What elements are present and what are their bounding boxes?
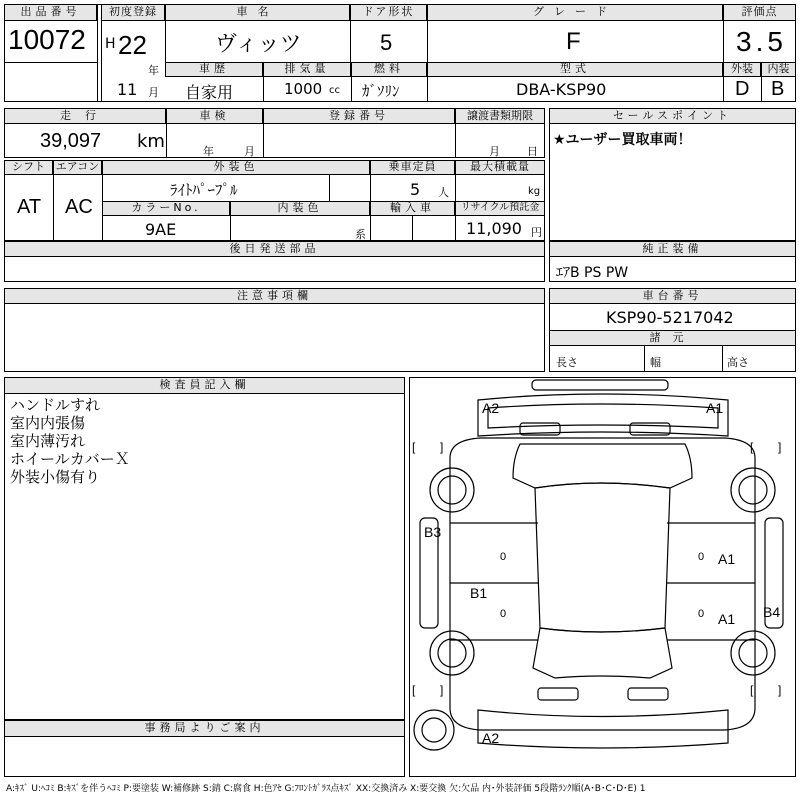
transfer-label: 譲渡書類期限 — [455, 108, 545, 124]
note-line: 室内薄汚れ — [10, 432, 86, 450]
recycle-unit: 円 — [531, 226, 542, 239]
car-name-label: 車名 — [165, 4, 350, 21]
displacement: 1000 — [284, 80, 323, 98]
zero-mark: 0 — [500, 551, 507, 563]
zero-mark: 0 — [500, 608, 507, 620]
ext-color-label: 外装色 — [102, 160, 370, 175]
note-line: 外装小傷有り — [10, 468, 101, 486]
damage-mark: B4 — [763, 604, 781, 620]
damage-mark: A2 — [482, 730, 500, 746]
transfer-month-unit: 月 — [489, 145, 500, 158]
width-label: 幅 — [650, 356, 661, 369]
mileage-unit: km — [137, 131, 165, 152]
recycle-fee: 11,090 — [466, 219, 522, 238]
note-line: ハンドルすれ — [10, 396, 101, 414]
exterior-score: D — [735, 78, 750, 100]
dims-label: 諸元 — [549, 330, 796, 346]
bracket: ] — [440, 683, 444, 697]
bracket: [ — [412, 440, 416, 454]
bracket: ] — [778, 440, 782, 454]
bracket: [ — [750, 440, 754, 454]
displacement-label: 排気量 — [263, 62, 351, 77]
year-unit: 年 — [148, 64, 159, 77]
bracket: [ — [750, 683, 754, 697]
damage-mark: B1 — [470, 585, 488, 601]
mileage: 39,097 — [40, 130, 102, 152]
capacity-label: 乗車定員 — [370, 160, 455, 175]
office-label: 事務局よりご案内 — [4, 720, 405, 737]
exterior-label: 外装 — [723, 62, 761, 77]
reg-year: 22 — [118, 30, 147, 60]
door-label: ドア形状 — [350, 4, 427, 21]
note-line: 室内内張傷 — [10, 414, 86, 432]
later-parts-label: 後日発送部品 — [4, 241, 545, 257]
fuel: ｶﾞｿﾘﾝ — [362, 82, 400, 100]
capacity-unit: 人 — [438, 186, 449, 199]
chassis-label: 車台番号 — [549, 288, 796, 304]
reg-month: 11 — [117, 80, 138, 99]
inspection-year-unit: 年 — [203, 145, 214, 158]
lot-no: 10072 — [8, 24, 86, 55]
door: 5 — [380, 30, 393, 55]
damage-mark: A1 — [718, 611, 736, 627]
int-color-label: 内装色 — [230, 201, 370, 216]
inspection-month-unit: 月 — [244, 145, 255, 158]
history-label: 車歴 — [165, 62, 263, 77]
notes-label: 注意事項欄 — [4, 288, 545, 304]
ac-label: エアコン — [53, 160, 102, 175]
max-load-unit: kg — [528, 186, 541, 197]
bracket: ] — [440, 440, 444, 454]
color-no-label: カラーNo. — [102, 201, 230, 216]
model: DBA-KSP90 — [516, 80, 607, 99]
car-name: ヴィッツ — [215, 32, 302, 57]
lot-no-label: 出品番号 — [4, 4, 97, 21]
damage-mark: A2 — [482, 400, 500, 416]
interior-label: 内装 — [761, 62, 796, 77]
car-outline-diagram — [410, 378, 795, 776]
displacement-unit: cc — [329, 85, 340, 96]
score: 3.5 — [736, 26, 787, 57]
bracket: [ — [412, 683, 416, 697]
history: 自家用 — [185, 83, 234, 102]
note-line: ホイールカバーＸ — [10, 450, 130, 468]
era: H — [105, 36, 116, 52]
grade: F — [566, 28, 581, 55]
int-color-unit: 系 — [355, 228, 366, 241]
damage-mark: B3 — [424, 524, 442, 540]
sales-point: ★ユーザー買取車両！ — [553, 132, 692, 148]
color-no: 9AE — [145, 220, 177, 239]
model-label: 型式 — [427, 62, 723, 77]
recycle-label: リサイクル預託金 — [455, 201, 545, 216]
capacity: 5 — [410, 180, 421, 199]
month-unit: 月 — [148, 86, 159, 99]
mileage-label: 走行 — [4, 108, 166, 124]
max-load-label: 最大積載量 — [455, 160, 545, 175]
ac: AC — [65, 196, 93, 218]
interior-score: B — [771, 78, 785, 100]
import-label: 輸入車 — [370, 201, 455, 216]
zero-mark: 0 — [698, 551, 705, 563]
inspection-label: 車検 — [166, 108, 263, 124]
transfer-day-unit: 日 — [527, 145, 538, 158]
damage-mark: A1 — [706, 400, 724, 416]
fuel-label: 燃料 — [351, 62, 427, 77]
shift-label: シフト — [4, 160, 53, 175]
inspector-label: 検査員記入欄 — [4, 377, 405, 394]
height-label: 高さ — [727, 356, 749, 369]
zero-mark: 0 — [698, 608, 705, 620]
sales-point-label: セールスポイント — [549, 108, 796, 124]
car-diagram — [409, 377, 796, 777]
damage-mark: A1 — [718, 551, 736, 567]
length-label: 長さ — [556, 356, 578, 369]
grade-label: グレード — [427, 4, 723, 21]
chassis-no: KSP90-5217042 — [606, 308, 734, 327]
inspector-notes — [10, 396, 130, 486]
first-reg-label: 初度登録 — [101, 4, 165, 21]
ext-color: ﾗｲﾄﾊﾟｰﾌﾟﾙ — [170, 181, 238, 199]
score-label: 評価点 — [723, 4, 796, 21]
bracket: ] — [778, 683, 782, 697]
shift: AT — [17, 196, 42, 218]
legend-text: A:ｷｽﾞ U:ﾍｺﾐ B:ｷｽﾞを伴うﾍｺﾐ P:要塗装 W:補修跡 S:錆 C:腐食 H:色ｱｾ G:ﾌﾛﾝﾄｶﾞﾗｽ点ｷｽﾞ XX:交換済み X:要交換 欠:欠品 内･外装評価 5段階ﾗﾝｸ順(A･B･C･D･E) 1 — [6, 784, 646, 794]
equipment-label: 純正装備 — [549, 241, 796, 257]
reg-no-label: 登録番号 — [263, 108, 455, 124]
sales-point-block — [549, 108, 796, 241]
equipment: ｴｱB PS PW — [556, 265, 629, 281]
